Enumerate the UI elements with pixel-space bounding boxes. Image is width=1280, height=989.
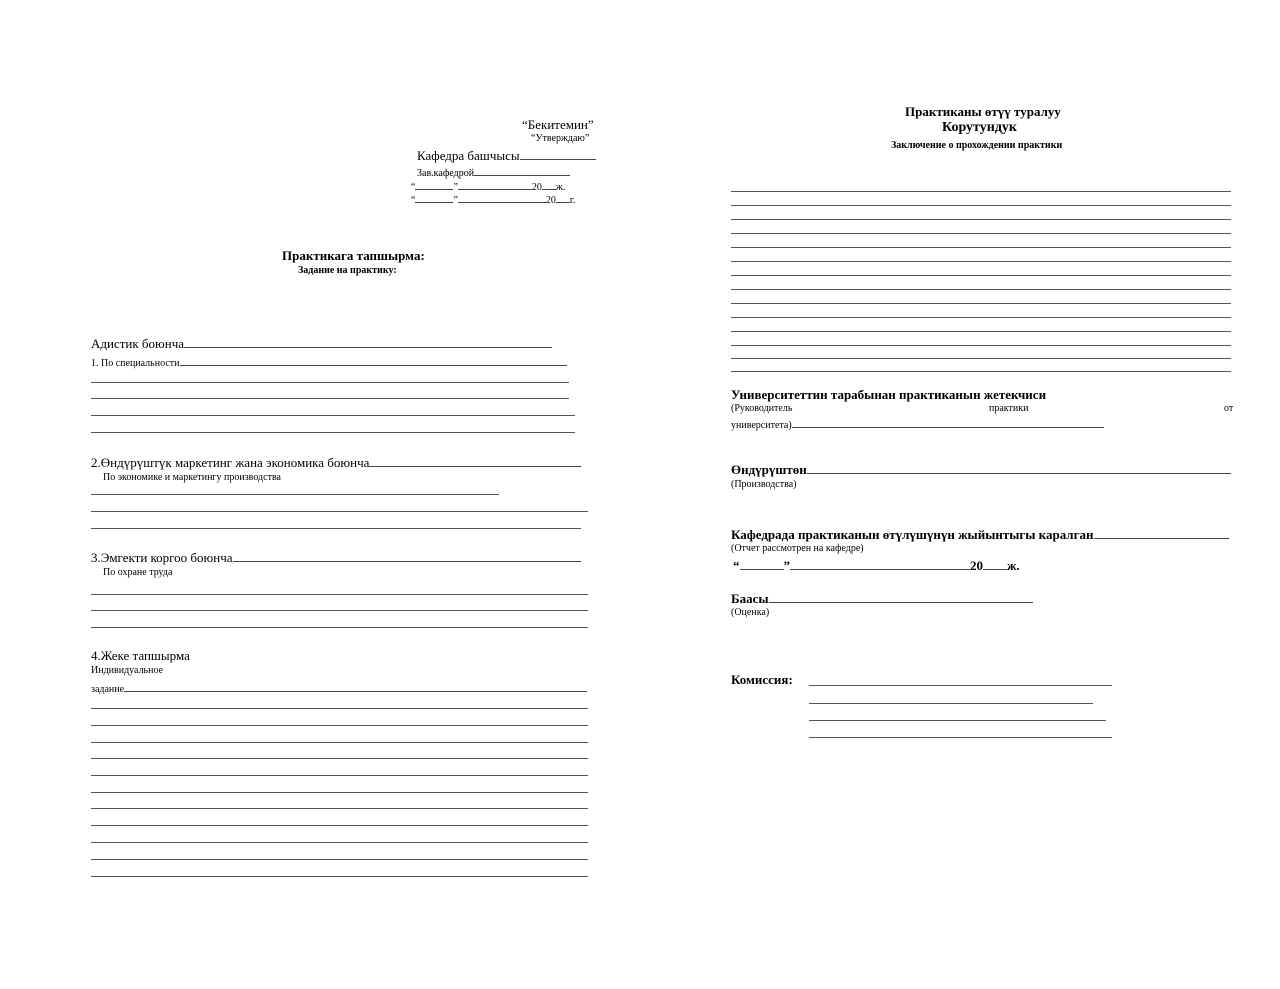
department-ky-label: Кафедрада практиканын өтүлүшүнүн жыйынтыгы каралган: [731, 527, 1094, 542]
safety-ky-blank[interactable]: [233, 552, 581, 562]
individual-ru-blank[interactable]: [124, 682, 587, 692]
head-ky-line: [417, 149, 596, 162]
supervisor-ru-word-3: от: [1224, 403, 1234, 414]
production-ky-label: Өндүрүштөн: [731, 462, 807, 477]
specialty-ky-label: Адистик боюнча: [91, 336, 185, 351]
conclusion-blank-line-13[interactable]: [731, 358, 1231, 359]
conclusion-blank-line-14[interactable]: [731, 371, 1231, 372]
date-ky-quote-open: “: [411, 182, 416, 193]
task-heading-ru: Задание на практику:: [298, 265, 397, 276]
supervisor-signature-blank[interactable]: [792, 418, 1104, 428]
date-ky-year-blank[interactable]: [542, 180, 556, 190]
head-ky-label: Кафедра башчысы: [417, 148, 520, 163]
date-ru-day-blank[interactable]: [415, 193, 453, 203]
supervisor-ru-word-1: (Руководитель: [731, 403, 793, 414]
grade-ru-label: (Оценка): [731, 607, 770, 618]
conclusion-blank-line-3[interactable]: [731, 219, 1231, 220]
specialty-blank-line-2[interactable]: [91, 398, 569, 399]
marketing-ky-line: [91, 456, 581, 469]
individual-blank-line-2[interactable]: [91, 725, 588, 726]
marketing-blank-line-2[interactable]: [91, 511, 588, 512]
conclusion-blank-line-6[interactable]: [731, 261, 1231, 262]
date-ky-quote-close: ”: [453, 182, 458, 193]
grade-ky-line: [731, 592, 1033, 605]
specialty-blank-line-1[interactable]: [91, 382, 569, 383]
specialty-ky-line: [91, 337, 552, 350]
head-ru-signature-blank[interactable]: [474, 166, 570, 176]
safety-ru-label: По охране труда: [103, 567, 173, 578]
marketing-ru-label: По экономике и маркетингу производства: [103, 472, 281, 483]
department-date-day-blank[interactable]: [740, 560, 784, 570]
department-date-quote-open: “: [733, 558, 740, 573]
task-heading-ky: Практикага тапшырма:: [282, 248, 425, 263]
individual-blank-line-10[interactable]: [91, 859, 588, 860]
date-ky-line: [411, 180, 565, 193]
individual-ru-line: [91, 682, 587, 695]
grade-ky-label: Баасы: [731, 591, 769, 606]
department-ky-line: [731, 528, 1229, 541]
head-ru-line: [417, 166, 570, 179]
conclusion-blank-line-11[interactable]: [731, 331, 1231, 332]
department-date-line: [733, 559, 1020, 572]
marketing-ky-label: 2.Өндүрүштүк маркетинг жана экономика боюнча: [91, 455, 370, 470]
date-ru-month-blank[interactable]: [458, 193, 546, 203]
date-ky-suffix: ж.: [555, 182, 566, 193]
conclusion-blank-line-5[interactable]: [731, 247, 1231, 248]
conclusion-blank-line-12[interactable]: [731, 345, 1231, 346]
production-ru-label: (Производства): [731, 479, 797, 490]
specialty-blank-line-4[interactable]: [91, 432, 575, 433]
department-date-year-blank[interactable]: [983, 560, 1007, 570]
department-ru-label: (Отчет рассмотрен на кафедре): [731, 543, 864, 554]
approval-title-ky: “Бекитемин”: [522, 117, 594, 132]
right-page: [640, 0, 1280, 989]
individual-ru-label-1: Индивидуальное: [91, 665, 164, 676]
supervisor-ky-label: Университеттин тарабынан практиканын жетекчиси: [731, 387, 1047, 402]
conclusion-blank-line-9[interactable]: [731, 303, 1231, 304]
date-ru-quote-close: ”: [453, 195, 458, 206]
individual-blank-line-1[interactable]: [91, 708, 588, 709]
date-ru-suffix: г.: [569, 195, 576, 206]
conclusion-blank-line-2[interactable]: [731, 205, 1231, 206]
specialty-ky-blank[interactable]: [184, 338, 552, 348]
commission-blank-line-3[interactable]: [809, 720, 1106, 721]
date-ru-line: [411, 193, 575, 206]
supervisor-ru-word-2: практики: [989, 403, 1029, 414]
safety-blank-line-3[interactable]: [91, 627, 588, 628]
date-ky-month-blank[interactable]: [458, 180, 532, 190]
individual-blank-line-11[interactable]: [91, 876, 588, 877]
individual-blank-line-7[interactable]: [91, 808, 588, 809]
conclusion-blank-line-1[interactable]: [731, 191, 1231, 192]
conclusion-blank-line-8[interactable]: [731, 289, 1231, 290]
supervisor-ru-line-2: [731, 418, 1104, 431]
safety-blank-line-2[interactable]: [91, 610, 588, 611]
conclusion-blank-line-7[interactable]: [731, 275, 1231, 276]
supervisor-ru-label-2: университета): [731, 420, 792, 431]
commission-blank-line-2[interactable]: [809, 703, 1093, 704]
grade-blank[interactable]: [769, 593, 1033, 603]
individual-blank-line-5[interactable]: [91, 775, 588, 776]
individual-ky-label: 4.Жеке тапшырма: [91, 648, 190, 663]
date-ky-year: 20: [531, 182, 542, 193]
date-ru-quote-open: “: [411, 195, 416, 206]
specialty-blank-line-3[interactable]: [91, 415, 575, 416]
head-ky-signature-blank[interactable]: [520, 150, 596, 160]
specialty-ru-blank[interactable]: [180, 356, 567, 366]
department-date-quote-close: ”: [783, 558, 790, 573]
commission-blank-line-1[interactable]: [809, 685, 1112, 686]
individual-blank-line-3[interactable]: [91, 742, 588, 743]
department-date-year: 20: [970, 558, 983, 573]
conclusion-blank-line-4[interactable]: [731, 233, 1231, 234]
approval-title-ru: “Утверждаю”: [531, 133, 590, 144]
conclusion-heading-ky-1: Практиканы өтүү туралуу: [905, 104, 1061, 119]
individual-blank-line-6[interactable]: [91, 792, 588, 793]
marketing-blank-line-3[interactable]: [91, 528, 581, 529]
safety-ky-label: 3.Эмгекти коргоо боюнча: [91, 550, 233, 565]
specialty-ru-label: 1. По специальности: [91, 358, 180, 369]
date-ky-day-blank[interactable]: [415, 180, 453, 190]
commission-blank-line-4[interactable]: [809, 737, 1112, 738]
individual-ru-label-2: задание: [91, 684, 125, 695]
production-blank[interactable]: [807, 464, 1231, 474]
conclusion-blank-line-10[interactable]: [731, 317, 1231, 318]
conclusion-heading-ky-2: Корутундук: [942, 120, 1017, 135]
date-ru-year: 20: [545, 195, 556, 206]
individual-blank-line-9[interactable]: [91, 842, 588, 843]
department-date-month-blank[interactable]: [790, 560, 970, 570]
production-ky-line: [731, 463, 1231, 476]
safety-blank-line-1[interactable]: [91, 594, 588, 595]
commission-label: Комиссия:: [731, 672, 793, 687]
safety-ky-line: [91, 551, 581, 564]
head-ru-label: Зав.кафедрой: [417, 168, 475, 179]
date-ru-year-blank[interactable]: [556, 193, 570, 203]
individual-blank-line-4[interactable]: [91, 758, 588, 759]
specialty-ru-line: [91, 356, 567, 369]
marketing-blank-line-1[interactable]: [91, 494, 499, 495]
conclusion-heading-ru: Заключение о прохождении практики: [891, 140, 1063, 151]
marketing-ky-blank[interactable]: [369, 457, 581, 467]
department-blank[interactable]: [1094, 529, 1229, 539]
individual-blank-line-8[interactable]: [91, 825, 588, 826]
department-date-suffix: ж.: [1007, 558, 1020, 573]
